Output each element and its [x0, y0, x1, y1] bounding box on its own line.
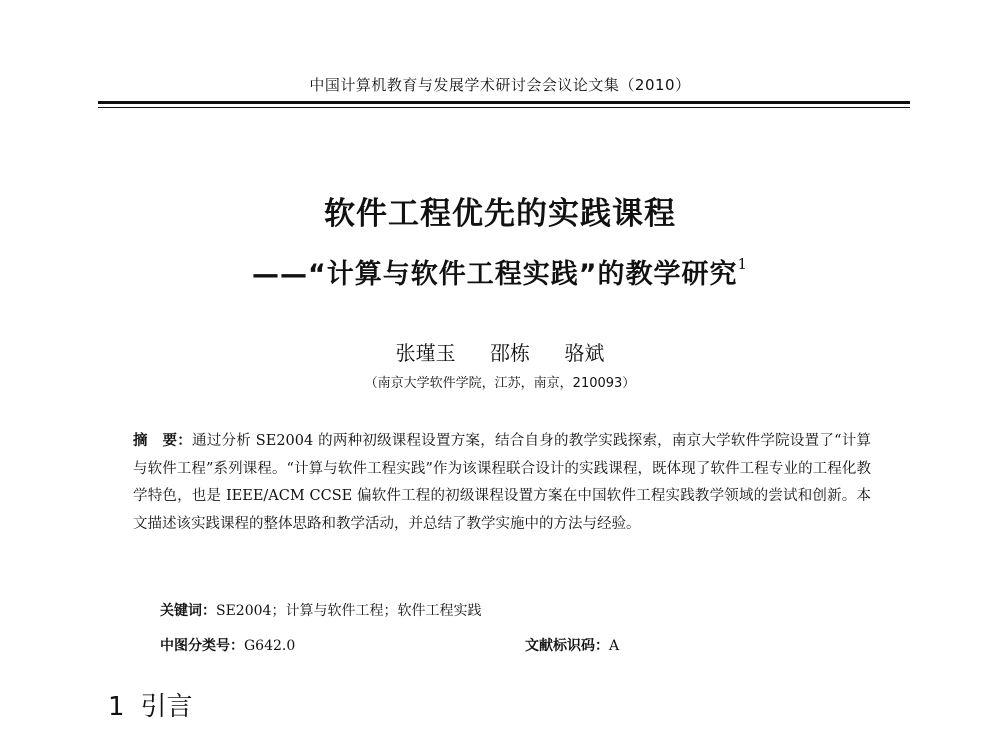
header-rule-thin	[98, 107, 910, 108]
affiliation: （南京大学软件学院，江苏，南京，210093）	[364, 376, 636, 391]
abstract-text: 通过分析 SE2004 的两种初级课程设置方案，结合自身的教学实践探索，南京大学软件学院设置了“计算与软件工程”系列课程。“计算与软件工程实践”作为该课程联合设计的实践课程，既体现了软件工程专业的工程化教学特色，也是 IEEE/ACM CCSE 偏软件工程的初级课程设置方案在中国软件工程实践教学领域的尝试和创新。本文描述该实践课程的整体思路和教学活动，并总结了教学实施中的方法与经验。	[133, 433, 872, 532]
section-heading	[108, 686, 193, 723]
keywords-label: 关键词：	[160, 603, 216, 619]
running-header: 中国计算机教育与发展学术研讨会会议论文集（2010）	[309, 76, 691, 94]
document-code	[525, 635, 619, 655]
paper-subtitle	[0, 252, 1000, 291]
abstract-label: 摘 要：	[133, 433, 192, 449]
paper-title: 软件工程优先的实践课程	[324, 196, 676, 232]
keywords	[160, 600, 481, 620]
subtitle-text: ——“计算与软件工程实践”的教学研究	[251, 259, 738, 290]
classification-value: G642.0	[244, 638, 296, 654]
document-code-value: A	[609, 638, 620, 654]
section-number: 1	[108, 692, 125, 722]
footnote-mark: 1	[737, 255, 749, 273]
classification-label: 中图分类号：	[160, 638, 244, 654]
author-list: 张瑾玉 邵栋 骆斌	[395, 341, 605, 365]
abstract	[133, 428, 871, 538]
classification	[160, 635, 295, 655]
header-rule-thick	[98, 101, 910, 104]
document-code-label: 文献标识码：	[525, 638, 609, 654]
section-title: 引言	[140, 692, 193, 722]
keywords-text: SE2004；计算与软件工程；软件工程实践	[216, 603, 482, 619]
